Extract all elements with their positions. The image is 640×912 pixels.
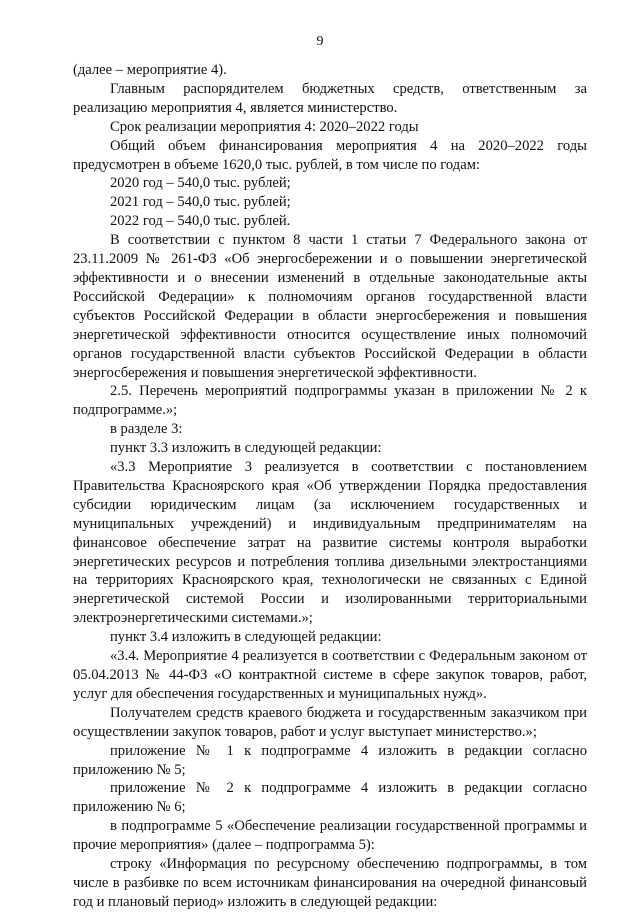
paragraph: 2022 год – 540,0 тыс. рублей. xyxy=(110,213,291,230)
page-number: 9 xyxy=(316,34,324,49)
paragraph: 2021 год – 540,0 тыс. рублей; xyxy=(110,194,291,211)
paragraph: пункт 3.3 изложить в следующей редакции: xyxy=(110,440,382,457)
paragraph: в разделе 3: xyxy=(110,421,183,438)
paragraph: Получателем средств краевого бюджета и государственным заказчиком при осуществлении закупок товаров, работ и услуг выступает министерство.»; xyxy=(73,704,587,740)
paragraph: Общий объем финансирования мероприятия 4 на 2020–2022 годы предусмотрен в объеме 1620,0 тыс. рублей, в том числе по годам: xyxy=(73,137,587,173)
paragraph: Срок реализации мероприятия 4: 2020–2022 годы xyxy=(110,118,419,135)
paragraph: «3.3 Мероприятие 3 реализуется в соответствии с постановлением Правительства Красноярского края «Об утверждении Порядка предоставления субсидии юридическим лицам (за исключением государственных и муниципальных учреждений) и индивидуальным предпринимателям на финансовое обеспечение затрат на развитие системы контроля выработки энергетических ресурсов и потребления топлива дизельными электростанциями на территориях Красноярского края, технологически не связанных с Единой энергетической системой России и изолированными территориальными электроэнергетическими системами.»; xyxy=(73,459,587,627)
paragraph: «3.4. Мероприятие 4 реализуется в соответствии с Федеральным законом от 05.04.2013 № 44-ФЗ «О контрактной системе в сфере закупок товаров, работ, услуг для обеспечения государственных и муниципальных нужд». xyxy=(73,648,587,702)
document-body xyxy=(73,61,587,912)
paragraph: строку «Информация по ресурсному обеспечению подпрограммы, в том числе в разбивке по всем источникам финансирования на очередной финансовый год и плановый период» изложить в следующей редакции: xyxy=(73,856,587,910)
paragraph: в подпрограмме 5 «Обеспечение реализации государственной программы и прочие мероприятия» (далее – подпрограмма 5): xyxy=(73,818,587,854)
paragraph: 2.5. Перечень мероприятий подпрограммы указан в приложении № 2 к подпрограмме.»; xyxy=(73,383,587,419)
paragraph: приложение № 1 к подпрограмме 4 изложить в редакции согласно приложению № 5; xyxy=(73,742,587,778)
paragraph: 2020 год – 540,0 тыс. рублей; xyxy=(110,175,291,192)
paragraph: приложение № 2 к подпрограмме 4 изложить в редакции согласно приложению № 6; xyxy=(73,780,587,816)
paragraph: В соответствии с пунктом 8 части 1 статьи 7 Федерального закона от 23.11.2009 № 261-ФЗ «Об энергосбережении и о повышении энергетической эффективности и о внесении изменений в отдельные законодательные акты Российской Федерации» к полномочиям органов государственной власти субъектов Российской Федерации в области энергосбережения и повышения энергетической эффективности относится осуществление иных полномочий органов государственной власти субъектов Российской Федерации в области энергосбережения и повышения энергетической эффективности. xyxy=(73,232,587,381)
paragraph: (далее – мероприятие 4). xyxy=(73,62,227,78)
paragraph: пункт 3.4 изложить в следующей редакции: xyxy=(110,629,382,646)
paragraph: Главным распорядителем бюджетных средств, ответственным за реализацию мероприятия 4, является министерство. xyxy=(73,80,587,116)
